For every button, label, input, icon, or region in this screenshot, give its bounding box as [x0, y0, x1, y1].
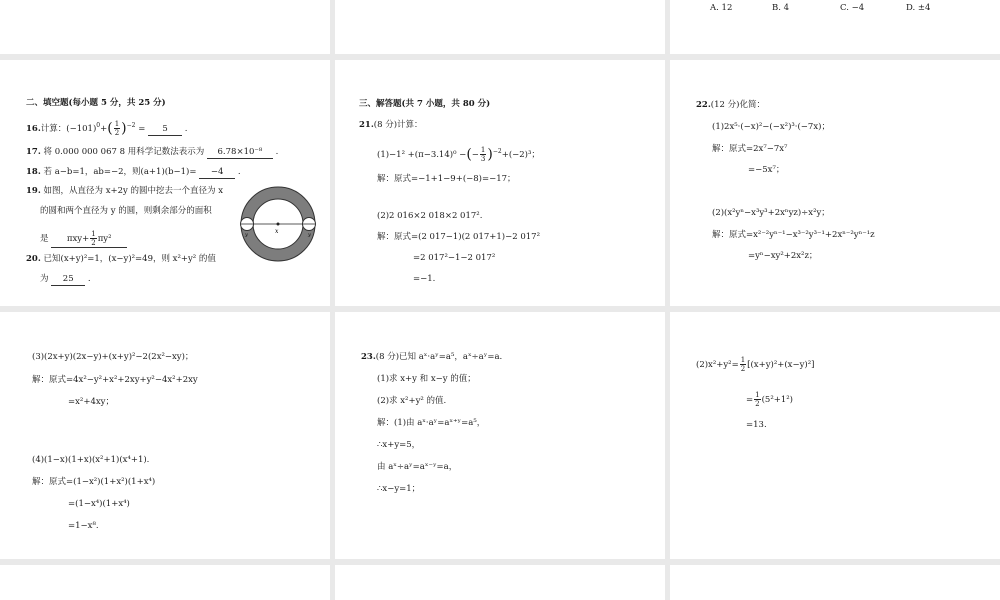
question-23-solution-3: 由 aˣ÷aʸ=aˣ⁻ʸ=a， [377, 462, 458, 472]
page-r4c2 [335, 565, 665, 600]
answer-19: πxy+ $\frac{1}{2}$ πy² [51, 230, 127, 248]
question-22-head: 22.(12 分)化简： [696, 100, 765, 110]
question-23-part2-solution-1: (2)x²+y²= $\frac{1}{2}$ [(x+y)²+(x−y)²] [696, 356, 815, 373]
question-22-part4-solution-3: =1−x⁸. [68, 521, 99, 531]
question-22-part3-solution-2: =x²+4xy； [68, 397, 114, 407]
question-19-line1: 19. 如图，从直径为 x+2y 的圆中挖去一个直径为 x [26, 186, 224, 196]
label-y-left: y [245, 232, 248, 238]
question-17: 17. 将 0.000 000 067 8 用科学记数法表示为 6.78×10⁻⁸ . [26, 147, 279, 157]
center-dot [277, 223, 280, 226]
question-18: 18. 若 a−b=1，ab=−2，则(a+1)(b−1)= −4 . [26, 167, 241, 177]
question-21-part2-solution-2: =2 017²−1−2 017² [413, 253, 496, 263]
option-c: C. −4 [840, 3, 865, 13]
question-19-line2: 的圆和两个直径为 y 的圆，则剩余部分的面积 [40, 206, 212, 216]
page-r4c1 [0, 565, 330, 600]
question-23-part2-solution-3: =13. [746, 420, 767, 430]
question-21-part1: (1)−1² +(π−3.14)⁰ −(− $\frac{1}{3}$ )$^{-2}$+(−2)³； [377, 146, 540, 163]
question-16: 16.计算：$(-101)^0+$( $\frac{1}{2}$ )$^{-2}$ = 5 . [26, 120, 188, 137]
answer-20: 25 [51, 273, 85, 286]
question-22-part2-solution-2: =yⁿ−xy²+2x²z； [748, 251, 818, 261]
label-x: x [275, 228, 279, 235]
page-r4c3 [670, 565, 1000, 600]
circle-figure [240, 186, 318, 262]
page-q21 [335, 60, 665, 306]
question-22-part3-solution-1: 解：原式=4x²−y²+x²+2xy+y²−4x²+2xy [32, 375, 198, 385]
question-19-line3: 是 πxy+ $\frac{1}{2}$ πy² [40, 230, 127, 248]
label-y-right: y [308, 232, 311, 238]
question-22-part1: (1)2x⁵·(−x)²−(−x²)³·(−7x)； [712, 122, 830, 132]
question-23-solution-2: ∴x+y=5， [377, 440, 421, 450]
question-22-part2-solution-1: 解：原式=x²⁻²yⁿ⁻¹−x³⁻²y³⁻¹+2xⁿ⁻²yⁿ⁻¹z [712, 230, 875, 240]
page-q22-cont [0, 312, 330, 559]
question-22-part2: (2)(x²yⁿ−x³y³+2xⁿyz)÷x²y； [712, 208, 830, 218]
question-20: 20. 已知(x+y)²=1，(x−y)²=49，则 x²+y² 的值 [26, 254, 216, 264]
answer-17: 6.78×10⁻⁸ [207, 146, 273, 159]
question-23-solution-4: ∴x−y=1； [377, 484, 421, 494]
question-23-head: 23.(8 分)已知 aˣ·aʸ=a⁵，aˣ÷aʸ=a. [361, 352, 503, 362]
page-fill-blank [0, 60, 330, 306]
answer-18: −4 [199, 166, 235, 179]
section-title: 二、填空题(每小题 5 分，共 25 分) [26, 98, 166, 108]
question-21-part2: (2)2 016×2 018×2 017². [377, 211, 483, 221]
page-r1c3 [670, 0, 1000, 54]
page-r1c1 [0, 0, 330, 54]
page-q22 [670, 60, 1000, 306]
question-22-part1-solution-1: 解：原式=2x⁷−7x⁷ [712, 144, 788, 154]
question-21-part1-solution: 解：原式=−1+1−9+(−8)=−17； [377, 174, 516, 184]
question-20-line2: 为 25 . [40, 274, 91, 284]
question-22-part4: (4)(1−x)(1+x)(x²+1)(x⁴+1). [32, 455, 150, 465]
question-21-part2-solution-3: =−1. [413, 274, 436, 284]
question-23-part2: (2)求 x²+y² 的值. [377, 396, 447, 406]
question-22-part4-solution-1: 解：原式=(1−x²)(1+x²)(1+x⁴) [32, 477, 156, 487]
question-21-part2-solution-1: 解：原式=(2 017−1)(2 017+1)−2 017² [377, 232, 540, 242]
option-b: B. 4 [772, 3, 790, 13]
page-r1c2 [335, 0, 665, 54]
page-q23 [335, 312, 665, 559]
question-22-part3: (3)(2x+y)(2x−y)+(x+y)²−2(2x²−xy)； [32, 352, 194, 362]
option-a: A. 12 [710, 3, 733, 13]
question-22-part4-solution-2: =(1−x⁴)(1+x⁴) [68, 499, 130, 509]
question-23-part2-solution-2: = $\frac{1}{2}$ (5²+1²) [746, 391, 793, 408]
answer-16: 5 [148, 123, 182, 136]
option-d: D. ±4 [906, 3, 931, 13]
page-q23-cont [670, 312, 1000, 559]
section-title: 三、解答题(共 7 小题，共 80 分) [359, 99, 491, 109]
question-23-solution-1: 解：(1)由 aˣ·aʸ=aˣ⁺ʸ=a⁵， [377, 418, 486, 428]
question-22-part1-solution-2: =−5x⁷； [748, 165, 785, 175]
question-21-head: 21.(8 分)计算： [359, 120, 423, 130]
question-23-part1: (1)求 x+y 和 x−y 的值； [377, 374, 476, 384]
